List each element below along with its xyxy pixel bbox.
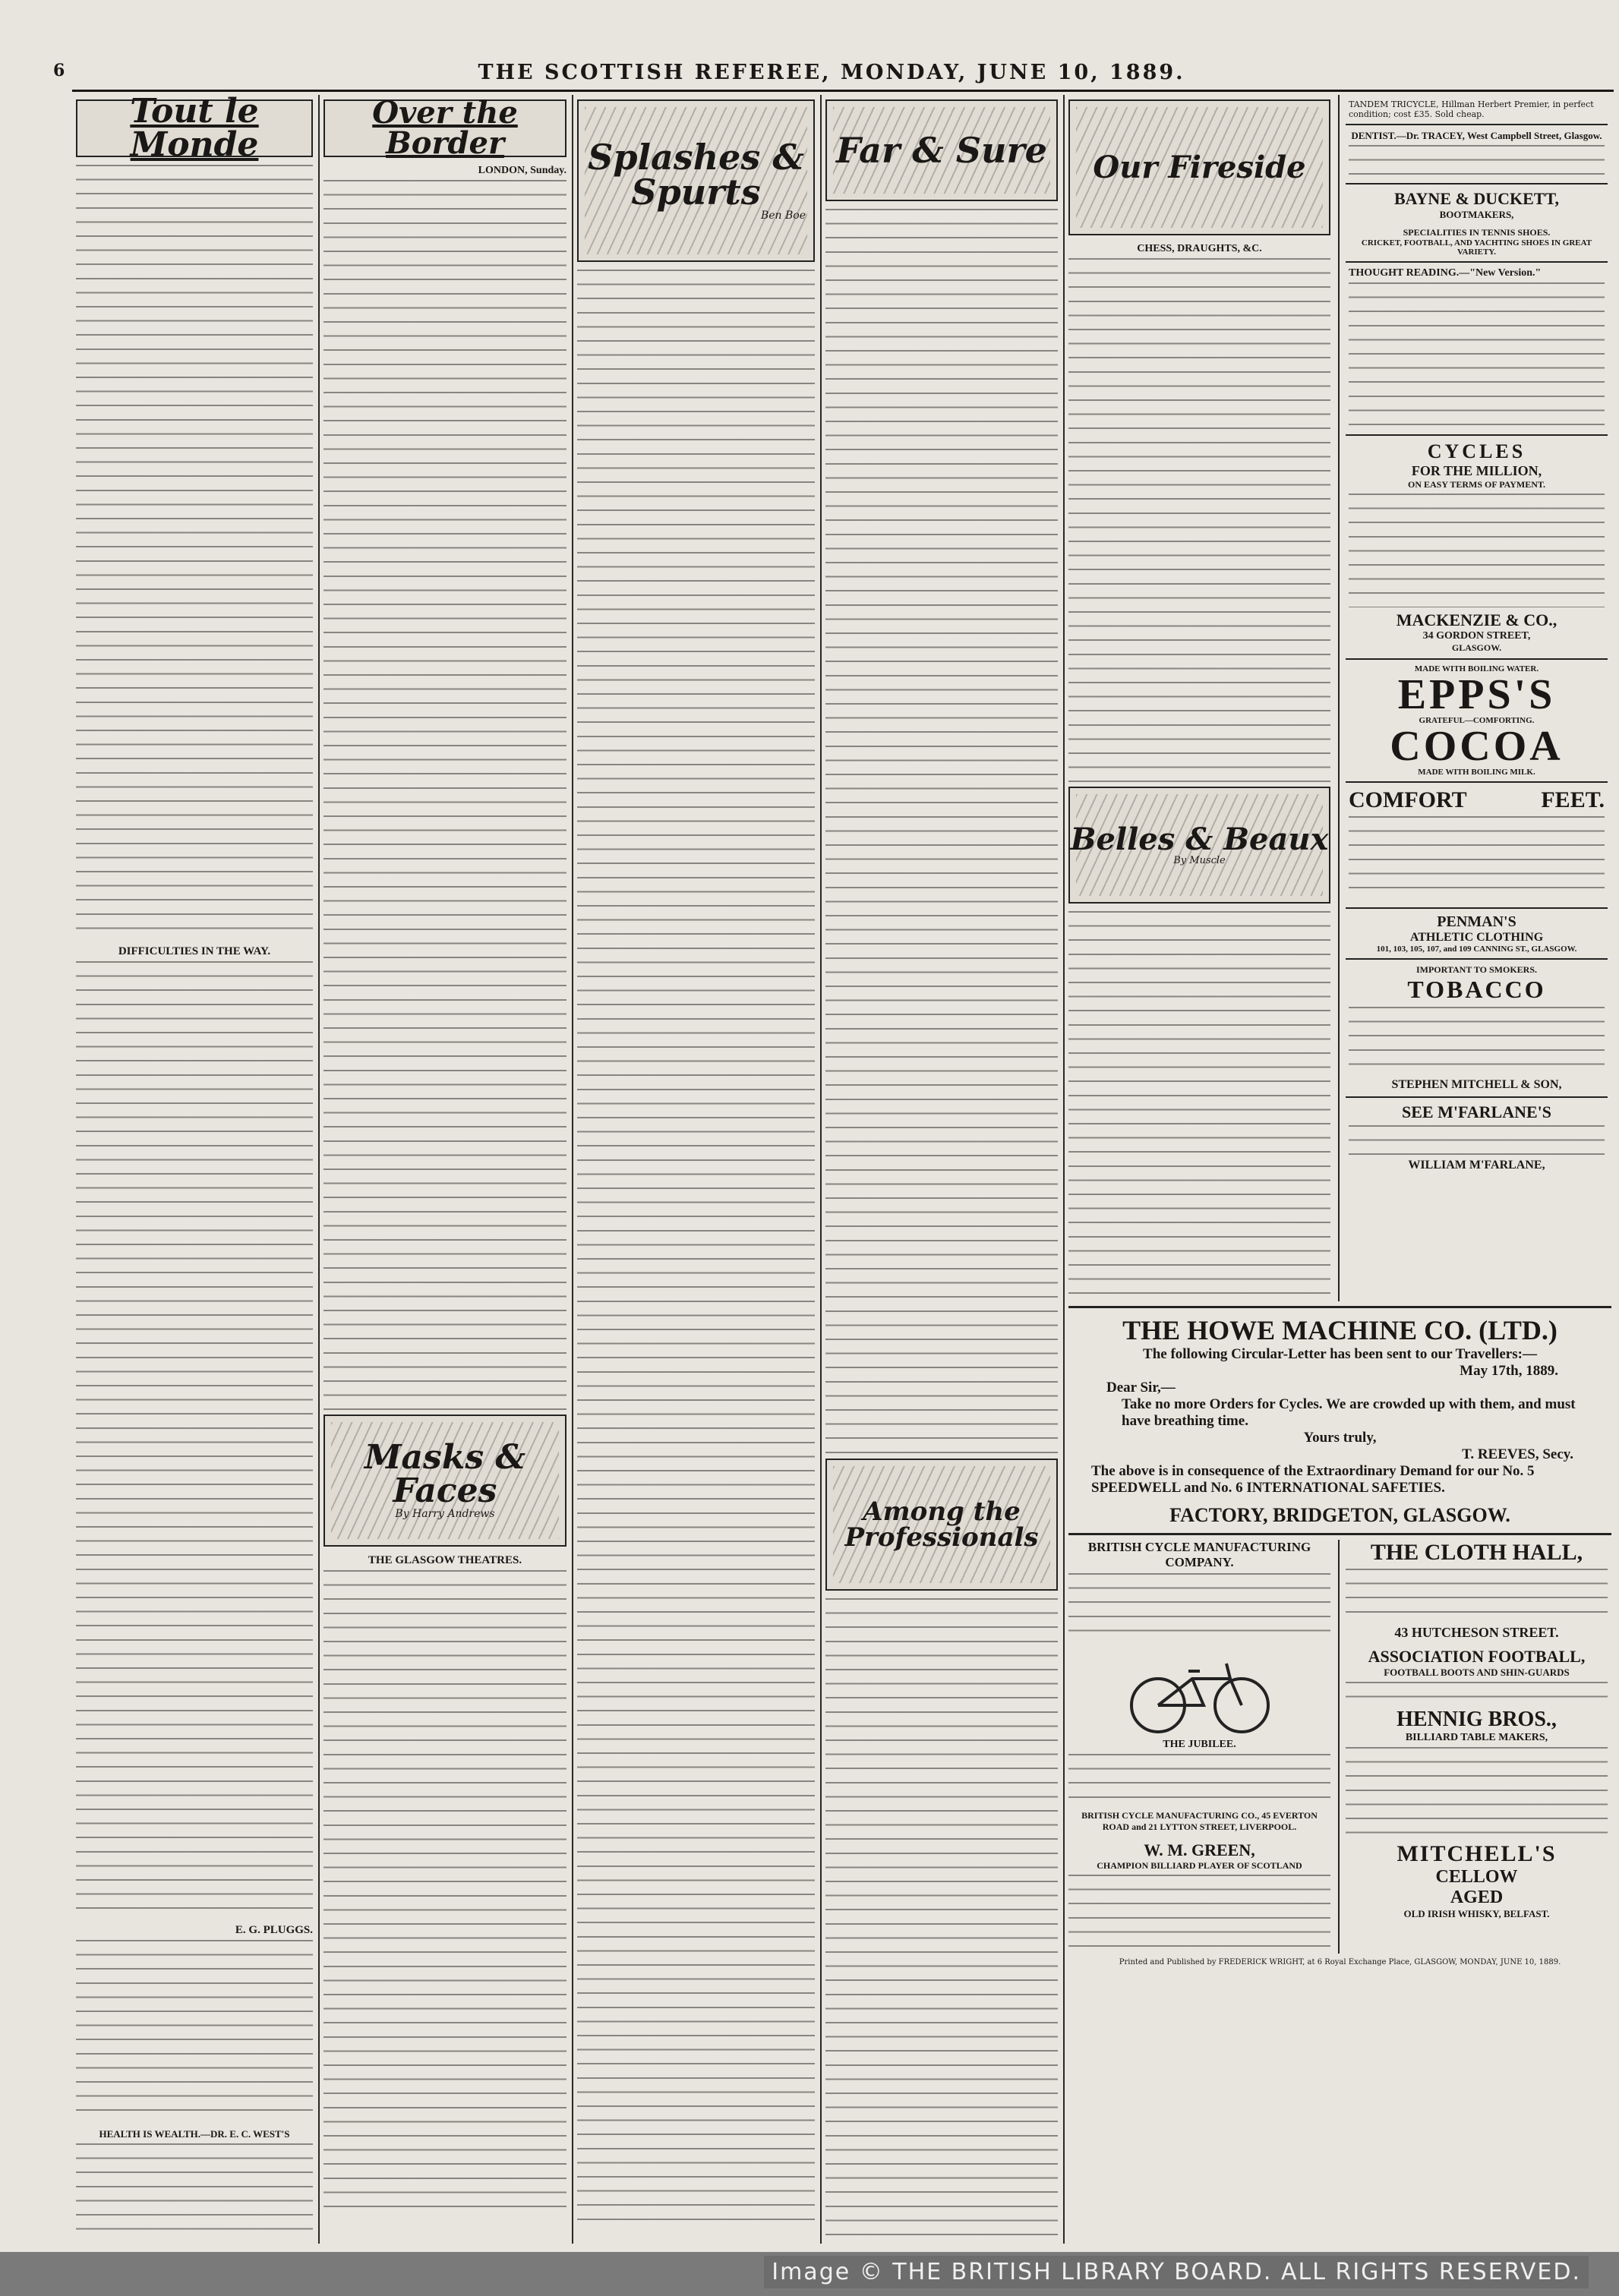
advert-text — [76, 2143, 313, 2234]
thought-reading-advert: THOUGHT READING.—"New Version." — [1346, 263, 1608, 436]
tandem-advert: TANDEM TRICYCLE, Hillman Herbert Premier, in perfect condition; cost £35. Sold cheap. — [1346, 95, 1608, 125]
dentist-advert: DENTIST.—Dr. TRACEY, West Campbell Street, Glasgow. — [1346, 125, 1608, 184]
article-text — [1068, 911, 1330, 1298]
column-5a — [1068, 95, 1330, 1301]
far-and-sure-header: Far & Sure — [825, 99, 1058, 201]
bicycle-icon — [1124, 1645, 1276, 1736]
article-text — [825, 1598, 1058, 2236]
column-rule — [820, 95, 822, 2244]
column-2 — [323, 95, 566, 2244]
health-advert-heading: HEALTH IS WEALTH.—DR. E. C. WEST'S — [99, 2128, 290, 2140]
masthead-title: THE SCOTTISH REFEREE, MONDAY, JUNE 10, 1889. — [478, 61, 1185, 84]
masks-faces-cartoon: Masks & Faces By Harry Andrews — [323, 1414, 566, 1547]
column-3 — [577, 95, 815, 2244]
masthead — [53, 61, 1610, 91]
column-rule — [318, 95, 320, 2244]
mcfarlane-advert: SEE M'FARLANE'S WILLIAM M'FARLANE, — [1346, 1098, 1608, 1177]
comfort-advert: COMFORT FEET. — [1346, 783, 1608, 909]
bayne-duckett-advert: BAYNE & DUCKETT, BOOTMAKERS, SPECIALITIES IN TENNIS SHOES. CRICKET, FOOTBALL, AND YACHTING SHOES IN GREAT VARIETY. — [1346, 184, 1608, 263]
subheading: DIFFICULTIES IN THE WAY. — [118, 945, 271, 957]
column-5 — [1068, 95, 1611, 2244]
column-1 — [76, 95, 313, 2244]
printer-imprint: Printed and Published by FREDERICK WRIGHT, at 6 Royal Exchange Place, GLASGOW, MONDAY, JUNE 10, 1889. — [1119, 1958, 1561, 1966]
cycles-advert: CYCLES FOR THE MILLION, ON EASY TERMS OF PAYMENT. MACKENZIE & CO., 34 GORDON STREET, GLASGOW. — [1346, 436, 1608, 660]
tobacco-advert: IMPORTANT TO SMOKERS. TOBACCO STEPHEN MITCHELL & SON, — [1346, 960, 1608, 1098]
masthead-rule — [72, 90, 1614, 92]
article-text — [577, 270, 815, 2228]
among-professionals-header: Among the Professionals — [825, 1459, 1058, 1591]
lower-adverts: THE CLOTH HALL, 43 HUTCHESON STREET. ASSOCIATION FOOTBALL, FOOTBALL BOOTS AND SHIN-GUARDS HENNIG BROS., BILLIARD TABLE MAKERS, MITCHELL'S CELLOW AGED OLD IRISH WHISKY, BELFAST. — [1338, 1540, 1608, 1954]
chess-heading: CHESS, DRAUGHTS, &C. — [1137, 243, 1262, 254]
howe-machine-advert: THE HOWE MACHINE CO. (LTD.) The following Circular-Letter has been sent to our Travellers:— May 17th, 1889. Dear Sir,— Take no more Orders for Cycles. We are crowded up with them, and must have breathing time. Yours truly, T. REEVES, Secy. The above is in consequence of the Extraordinary Demand for our No. 5 SPEEDWELL and No. 6 INTERNATIONAL SAFETIES. FACTORY, BRIDGETON, GLASGOW. — [1068, 1306, 1611, 1535]
splashes-spurts-header: Splashes & Spurts Ben Boe — [577, 99, 815, 262]
article-text — [76, 961, 313, 1918]
article-text — [825, 209, 1058, 1454]
upper-split — [1068, 95, 1611, 1301]
our-fireside-header: Our Fireside — [1068, 99, 1330, 235]
signature: E. G. PLUGGS. — [235, 1924, 313, 1936]
article-text — [323, 1570, 566, 2208]
article-text — [76, 1940, 313, 2122]
epps-cocoa-advert: MADE WITH BOILING WATER. EPPS'S GRATEFUL—COMFORTING. COCOA MADE WITH BOILING MILK. — [1346, 660, 1608, 783]
column-4 — [825, 95, 1058, 2244]
lower-split — [1068, 1540, 1611, 1954]
copyright-notice: Image © THE BRITISH LIBRARY BOARD. ALL RIGHTS RESERVED. — [764, 2256, 1589, 2288]
belles-beaux-cartoon: Belles & Beaux By Muscle — [1068, 787, 1330, 904]
page-number: 6 — [53, 61, 68, 80]
bcm-advert: BRITISH CYCLE MANUFACTURING COMPANY. THE JUBILEE. BRITISH CYCLE MANUFACTURING CO., 45 EVERTON ROAD and 21 LYTTON STREET, LIVERPOOL. W. M. GREEN, CHAMPION BILLIARD PLAYER OF SCOTLAND — [1068, 1540, 1330, 1954]
adverts-column — [1338, 95, 1608, 1301]
column-rule — [1063, 95, 1065, 2244]
dateline: LONDON, Sunday. — [478, 165, 566, 176]
article-text — [1068, 258, 1330, 782]
over-the-border-header: Over the Border — [323, 99, 566, 157]
article-text — [76, 165, 313, 939]
article-text — [323, 180, 566, 1410]
column-rule — [572, 95, 573, 2244]
tout-le-monde-header: Tout le Monde — [76, 99, 313, 157]
penman-advert: PENMAN'S ATHLETIC CLOTHING 101, 103, 105, 107, and 109 CANNING ST., GLASGOW. — [1346, 909, 1608, 960]
section-heading: THE GLASGOW THEATRES. — [368, 1554, 522, 1566]
